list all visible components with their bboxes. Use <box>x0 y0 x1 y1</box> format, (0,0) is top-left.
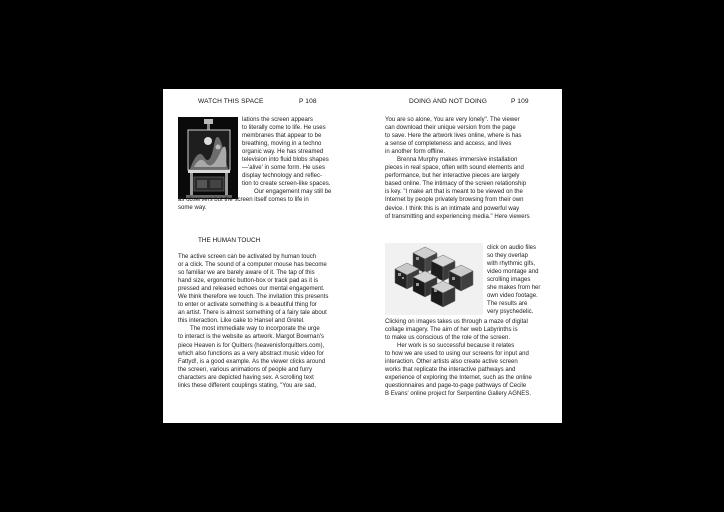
text-line: interaction. Other artists also create active screen <box>385 359 518 366</box>
text-line: so they overlap <box>487 253 529 260</box>
text-line: to how we are used to using our screens for input and <box>385 351 529 358</box>
text-line: B Evans' online project for Serpentine Gallery AGNES. <box>385 391 532 398</box>
text-line: The results are <box>487 301 528 308</box>
text-line: click on audio files <box>487 245 537 251</box>
text-line: Fattyd!, is a good example. As the viewer clicks around <box>178 358 326 365</box>
text-line: lations the screen appears <box>242 117 313 123</box>
text-line: to make us conscious of the role of the screen. <box>385 335 511 342</box>
text-line: performance, but her interactive pieces are largely <box>385 173 520 180</box>
text-line: piece Heaven is for Quitters (heavenisforquitters.com), <box>178 342 325 349</box>
text-line: very psychedelic. <box>487 309 534 316</box>
text-line: so familiar we are barely aware of it. The tap of this <box>178 270 315 277</box>
text-line: links these different couplings stating, "You are sad, <box>178 382 316 389</box>
text-line: to save. Here the artwork lives online, where is has <box>385 133 522 140</box>
left-page <box>163 89 363 423</box>
book-spread <box>163 89 562 423</box>
section-heading: THE HUMAN TOUCH <box>198 237 261 244</box>
text-line: We think therefore we touch. The invitation this presents <box>178 294 329 301</box>
text-line: own video footage. <box>487 293 538 300</box>
right-page-number: P 109 <box>511 98 529 105</box>
text-line: or a click. The sound of a computer mouse has become <box>178 262 327 269</box>
text-line: is key. "I make art that is meant to be viewed on the <box>385 189 523 196</box>
text-line: the screen, various animations of people and furry <box>178 366 313 373</box>
text-line: in another form offline. <box>385 149 446 156</box>
text-line: organic way. He has streamed <box>242 149 324 156</box>
text-line: some way. <box>178 205 207 212</box>
text-line: can download their unique version from the page <box>385 125 516 132</box>
text-line: an artist. There is almost something of a fairy tale about <box>178 310 327 317</box>
text-line: —'alive' in some form. He uses <box>242 165 325 172</box>
right-page <box>363 89 562 423</box>
text-line: with rhythmic gifs, <box>487 261 536 268</box>
text-line: Internet by people privately browsing from their own <box>385 197 524 204</box>
text-line: collage imagery. The aim of her web Labyrinths is <box>385 327 518 334</box>
text-line: The most immediate way to incorporate the urge <box>190 326 320 333</box>
text-line: The active screen can be activated by human touch <box>178 254 317 260</box>
text-line: to literally come to life. He uses <box>242 125 326 132</box>
text-line: device. I think this is an intimate and powerful way <box>385 205 520 212</box>
right-paragraph-1 <box>385 116 530 221</box>
text-line: to enter or activate something is a beautiful thing for <box>178 302 317 309</box>
text-line: of transmitting and experiencing media." Here viewers <box>385 213 530 220</box>
text-line: scrolling images <box>487 277 531 284</box>
text-line: hand size, ergonomic button-box or track pad as it is <box>178 278 319 285</box>
right-running-header: DOING AND NOT DOING <box>409 98 487 105</box>
left-wrap-text <box>242 116 331 196</box>
text-line: as observers but the screen itself comes to life in <box>178 197 309 203</box>
text-line: breathing, moving in a techno <box>242 141 322 148</box>
text-line: based online. The intimacy of the screen relationship <box>385 181 527 188</box>
text-line: tion to create screen-like spaces. <box>242 181 331 188</box>
text-line: video montage and <box>487 269 539 276</box>
text-line: pieces in real space, often with sound elements and <box>385 165 524 172</box>
text-line: You are so alone, You are very lonely". The viewer <box>385 117 520 123</box>
isometric-cubes-photo <box>385 243 483 315</box>
text-line: works that replicate the interactive pathways and <box>385 367 516 374</box>
text-line: pressed and released echoes our mental engagement. <box>178 286 325 293</box>
text-line: this interaction. Like cake to Hansel and Gretel. <box>178 318 305 325</box>
left-paragraph-1 <box>178 196 309 212</box>
text-line: television into fluid blobs shapes <box>242 157 329 164</box>
text-line: to interact is the website as artwork. Margot Bowman's <box>178 334 325 341</box>
text-line: which also functions as a very abstract music video for <box>178 350 324 357</box>
vitrine-illustration <box>178 117 238 199</box>
text-line: a sense of completeness and access, and lives <box>385 141 512 148</box>
text-line: Her work is so successful because it relates <box>397 343 515 350</box>
installation-vitrine-photo <box>178 117 238 199</box>
text-line: membranes that appear to be <box>242 133 322 140</box>
left-running-header: WATCH THIS SPACE <box>198 98 264 105</box>
right-wrap-text <box>487 244 540 316</box>
left-page-number: P 108 <box>299 98 317 105</box>
text-line: questionnaires and page-to-page pathways of Cecile <box>385 383 527 390</box>
text-line: she makes from her <box>487 285 541 292</box>
text-line: characters are depicted having sex. A scrolling text <box>178 374 314 381</box>
text-line: Our engagement may still be <box>254 189 332 196</box>
cubes-illustration <box>385 243 483 315</box>
text-line: display technology and reflec- <box>242 173 323 180</box>
right-paragraph-2 <box>385 318 532 398</box>
text-line: experience of exploring the Internet, such as the online <box>385 375 532 382</box>
text-line: Clicking on images takes us through a maze of digital <box>385 319 528 325</box>
text-line: Brenna Murphy makes immersive installation <box>397 157 518 164</box>
left-paragraph-2 <box>178 253 328 390</box>
